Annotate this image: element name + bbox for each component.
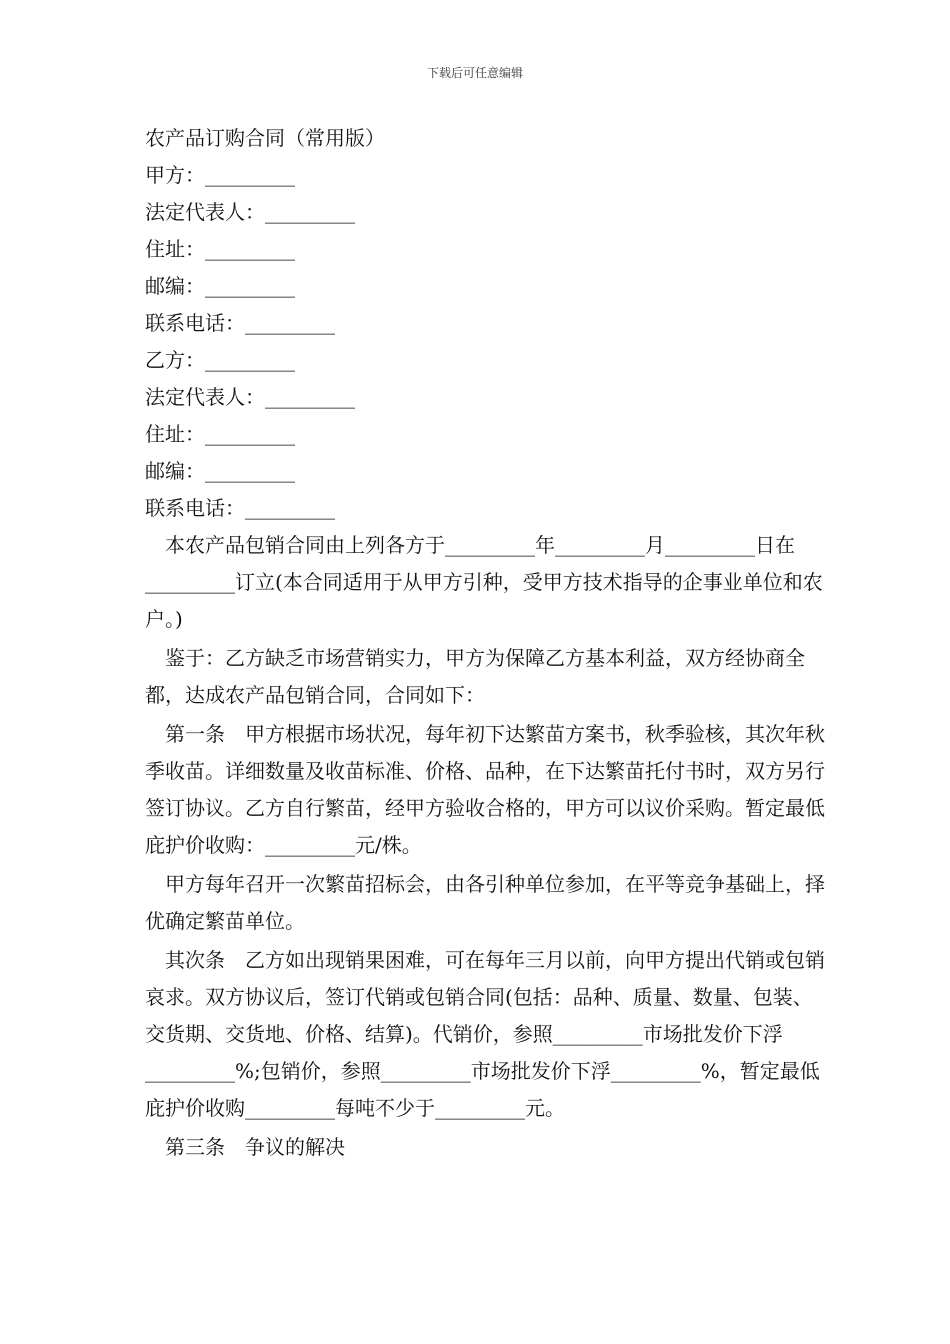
document-title: 农产品订购合同（常用版） xyxy=(145,126,385,150)
article-3-heading: 第三条 争议的解决 xyxy=(165,1135,345,1159)
article-1-continuation-paragraph: 甲方每年召开一次繁苗招标会，由各引种单位参加，在平等竞争基础上，择优确定繁苗单位。 xyxy=(145,872,825,933)
article-2-paragraph: 其次条 乙方如出现销果困难，可在每年三月以前，向甲方提出代销或包销哀求。双方协议后，签订代销或包销合同(包括：品种、质量、数量、包装、交货期、交货地、价格、结算)。代销价，参照_________市场批发价下浮_________%;包销价，参照_________市场批发价下浮_________%，暂定最低庇护价收购_________每吨不少于_________元。 xyxy=(145,948,825,1120)
article-1-paragraph: 第一条 甲方根据市场状况，每年初下达繁苗方案书，秋季验核，其次年秋季收苗。详细数量及收苗标准、价格、品种，在下达繁苗托付书时，双方另行签订协议。乙方自行繁苗，经甲方验收合格的，甲方可以议价采购。暂定最低庇护价收购：_________元/株。 xyxy=(145,722,825,857)
party-a-postcode-field: 邮编：_________ xyxy=(145,274,295,298)
party-b-field: 乙方：_________ xyxy=(145,348,295,372)
contract-document xyxy=(145,120,825,1166)
party-a-phone-field: 联系电话：_________ xyxy=(145,311,335,335)
party-b-postcode-field: 邮编：_________ xyxy=(145,459,295,483)
party-b-address-field: 住址：_________ xyxy=(145,422,295,446)
party-a-address-field: 住址：_________ xyxy=(145,237,295,261)
party-a-field: 甲方：_________ xyxy=(145,163,295,187)
party-a-legal-rep-field: 法定代表人：_________ xyxy=(145,200,355,224)
intro-paragraph: 本农产品包销合同由上列各方于_________年_________月_________日在_________订立(本合同适用于从甲方引种，受甲方技术指导的企事业单位和农户。) xyxy=(145,533,823,631)
party-b-phone-field: 联系电话：_________ xyxy=(145,496,335,520)
page-header-note: 下载后可任意编辑 xyxy=(426,66,523,80)
party-b-legal-rep-field: 法定代表人：_________ xyxy=(145,385,355,409)
recital-paragraph: 鉴于：乙方缺乏市场营销实力，甲方为保障乙方基本利益，双方经协商全都，达成农产品包销合同，合同如下： xyxy=(145,646,805,707)
